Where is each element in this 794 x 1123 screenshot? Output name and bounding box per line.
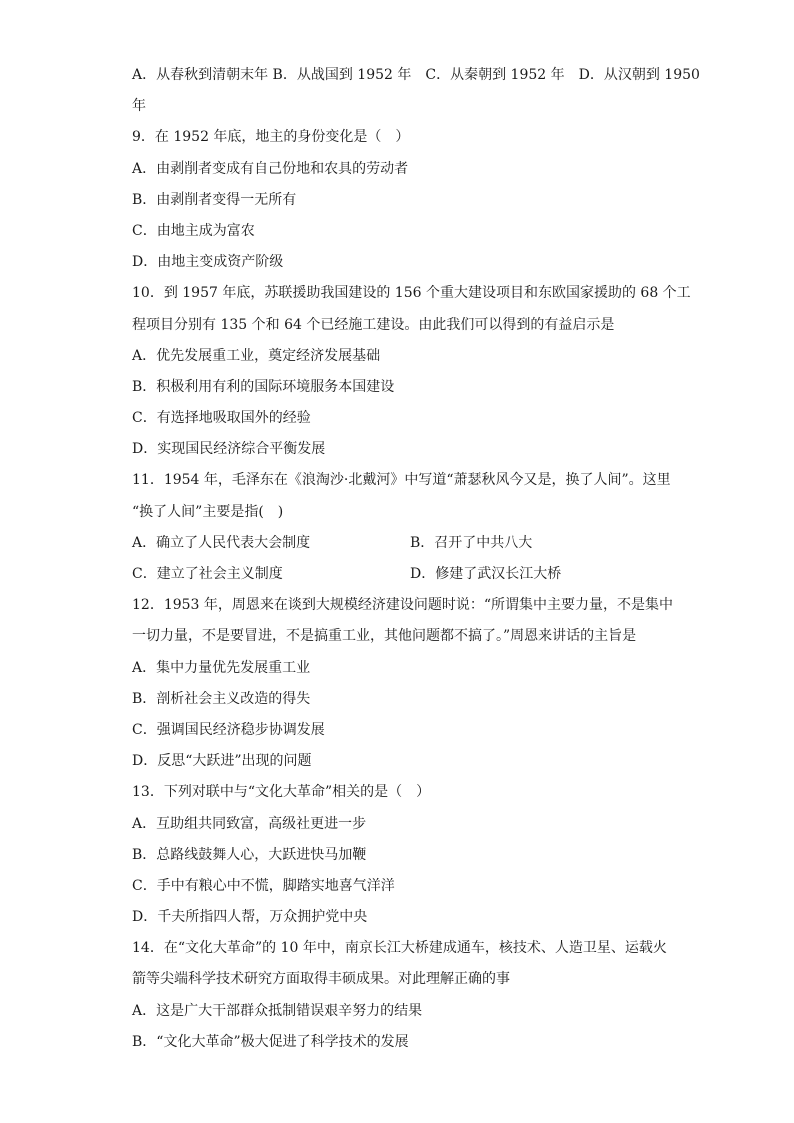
q13-option-b: B．总路线鼓舞人心，大跃进快马加鞭 bbox=[132, 846, 367, 863]
q11-option-c: C．建立了社会主义制度 bbox=[132, 566, 283, 582]
q12-stem-line1: 12．1953 年，周恩来在谈到大规模经济建设问题时说：“所谓集中主要力量，不是集中 bbox=[132, 597, 674, 614]
q13-stem: 13．下列对联中与“文化大革命”相关的是（ ） bbox=[132, 784, 431, 801]
exam-page bbox=[132, 60, 700, 1058]
q10-option-c: C．有选择地吸取国外的经验 bbox=[132, 410, 311, 427]
q13-option-c: C．手中有粮心中不慌，脚踏实地喜气洋洋 bbox=[132, 877, 395, 894]
q10-stem-line2: 程项目分别有 135 个和 64 个已经施工建设。由此我们可以得到的有益启示是 bbox=[132, 316, 615, 333]
q11-option-d: D．修建了武汉长江大桥 bbox=[410, 566, 562, 582]
q9-option-c: C．由地主成为富农 bbox=[132, 222, 255, 239]
q9-option-d: D．由地主变成资产阶级 bbox=[132, 254, 284, 271]
q10-stem-line1: 10．到 1957 年底，苏联援助我国建设的 156 个重大建设项目和东欧国家援助的 68 个工 bbox=[132, 285, 691, 302]
q11-option-a: A．确立了人民代表大会制度 bbox=[132, 534, 311, 551]
q12-option-b: B．剖析社会主义改造的得失 bbox=[132, 690, 311, 707]
q13-option-a: A．互助组共同致富，高级社更进一步 bbox=[132, 815, 367, 832]
q11-options-row2 bbox=[132, 559, 668, 590]
q9-stem: 9．在 1952 年底，地主的身份变化是（ ） bbox=[132, 129, 410, 146]
q10-option-d: D．实现国民经济综合平衡发展 bbox=[132, 441, 326, 458]
q12-option-c: C．强调国民经济稳步协调发展 bbox=[132, 721, 325, 738]
q14-stem-line2: 箭等尖端科学技术研究方面取得丰硕成果。对此理解正确的事 bbox=[132, 971, 510, 988]
q9-option-b: B．由剥削者变得一无所有 bbox=[132, 191, 297, 208]
q11-options-row1 bbox=[132, 528, 668, 559]
q13-option-d: D．千夫所指四人帮，万众拥护党中央 bbox=[132, 909, 368, 926]
q9-option-a: A．由剥削者变成有自己份地和农具的劳动者 bbox=[132, 160, 409, 177]
q10-option-a: A．优先发展重工业，奠定经济发展基础 bbox=[132, 347, 381, 364]
q11-option-b: B．召开了中共八大 bbox=[410, 534, 533, 551]
q10-option-b: B．积极利用有利的国际环境服务本国建设 bbox=[132, 378, 395, 395]
q12-stem-line2: 一切力量，不是要冒进，不是搞重工业，其他问题都不搞了。”周恩来讲话的主旨是 bbox=[132, 628, 637, 645]
q8-options: A．从春秋到清朝末年 B．从战国到 1952 年 C．从秦朝到 1952 年 D．从汉朝到 1950 bbox=[132, 67, 700, 83]
q14-option-b: B．“文化大革命”极大促进了科学技术的发展 bbox=[132, 1033, 409, 1050]
q11-stem-line1: 11．1954 年，毛泽东在《浪淘沙·北戴河》中写道“萧瑟秋风今又是，换了人间”。这里 bbox=[132, 472, 671, 489]
q12-option-d: D．反思“大跃进”出现的问题 bbox=[132, 753, 312, 770]
q14-stem-line1: 14．在“文化大革命”的 10 年中，南京长江大桥建成通车，核技术、人造卫星、运载火 bbox=[132, 940, 667, 957]
q12-option-a: A．集中力量优先发展重工业 bbox=[132, 659, 311, 676]
q8-options-cont: 年 bbox=[132, 98, 146, 115]
q14-option-a: A．这是广大干部群众抵制错误艰辛努力的结果 bbox=[132, 1002, 423, 1019]
q11-stem-line2: “换了人间”主要是指( ) bbox=[132, 503, 284, 520]
